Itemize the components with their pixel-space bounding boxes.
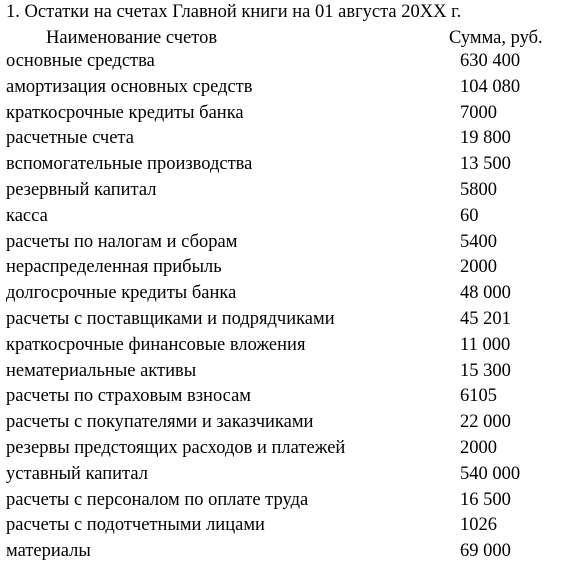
account-name: амортизация основных средств xyxy=(6,76,253,97)
list-item xyxy=(0,437,563,463)
list-item xyxy=(0,231,563,257)
account-name: вспомогательные производства xyxy=(6,154,253,175)
list-item xyxy=(0,127,563,153)
column-header-account-name: Наименование счетов xyxy=(46,28,218,48)
account-amount: 2000 xyxy=(460,437,497,458)
account-amount: 69 000 xyxy=(460,541,511,562)
account-name: расчеты с поставщиками и подрядчиками xyxy=(6,308,335,329)
account-amount: 16 500 xyxy=(460,489,511,510)
account-amount: 7000 xyxy=(460,102,497,123)
list-item xyxy=(0,102,563,128)
list-item xyxy=(0,540,563,566)
account-name: резервный капитал xyxy=(6,179,157,200)
account-name: касса xyxy=(6,205,48,226)
account-amount: 22 000 xyxy=(460,412,511,433)
account-name: расчеты с персоналом по оплате труда xyxy=(6,489,309,510)
account-name: расчеты с покупателями и заказчиками xyxy=(6,412,314,433)
account-name: краткосрочные кредиты банка xyxy=(6,102,244,123)
document-title: 1. Остатки на счетах Главной книги на 01 августа 20ХХ г. xyxy=(6,2,462,22)
account-amount: 540 000 xyxy=(460,463,521,484)
account-amount: 5800 xyxy=(460,179,497,200)
list-item xyxy=(0,205,563,231)
account-amount: 13 500 xyxy=(460,154,511,175)
account-amount: 60 xyxy=(460,205,479,226)
account-name: расчеты по страховым взносам xyxy=(6,386,252,407)
account-amount: 48 000 xyxy=(460,283,511,304)
list-item xyxy=(0,179,563,205)
list-item xyxy=(0,153,563,179)
account-name: основные средства xyxy=(6,51,155,71)
list-item xyxy=(0,282,563,308)
list-item xyxy=(0,463,563,489)
list-item xyxy=(0,334,563,360)
account-amount: 104 080 xyxy=(460,76,521,97)
list-item xyxy=(0,489,563,515)
account-amount: 630 400 xyxy=(460,51,521,71)
account-name: уставный капитал xyxy=(6,463,148,484)
account-amount: 15 300 xyxy=(460,360,511,381)
list-item xyxy=(0,360,563,386)
account-name: нематериальные активы xyxy=(6,360,197,381)
account-name: резервы предстоящих расходов и платежей xyxy=(6,437,346,458)
account-name: расчеты по налогам и сборам xyxy=(6,231,238,252)
column-header-amount: Сумма, руб. xyxy=(449,28,543,48)
account-name: расчеты с подотчетными лицами xyxy=(6,515,265,536)
list-item xyxy=(0,411,563,437)
list-item xyxy=(0,308,563,334)
account-amount: 1026 xyxy=(460,515,497,536)
list-item xyxy=(0,385,563,411)
list-item xyxy=(0,514,563,540)
account-name: долгосрочные кредиты банка xyxy=(6,283,237,304)
account-amount: 11 000 xyxy=(460,334,511,355)
account-amount: 6105 xyxy=(460,386,497,407)
account-amount: 45 201 xyxy=(460,308,511,329)
account-name: материалы xyxy=(6,541,91,562)
account-name: нераспределенная прибыль xyxy=(6,257,222,278)
account-amount: 5400 xyxy=(460,231,497,252)
account-balance-list xyxy=(0,50,563,566)
account-amount: 2000 xyxy=(460,257,497,278)
list-item xyxy=(0,256,563,282)
list-item xyxy=(0,76,563,102)
list-item xyxy=(0,50,563,76)
account-amount: 19 800 xyxy=(460,128,511,149)
account-name: краткосрочные финансовые вложения xyxy=(6,334,306,355)
account-name: расчетные счета xyxy=(6,128,134,149)
